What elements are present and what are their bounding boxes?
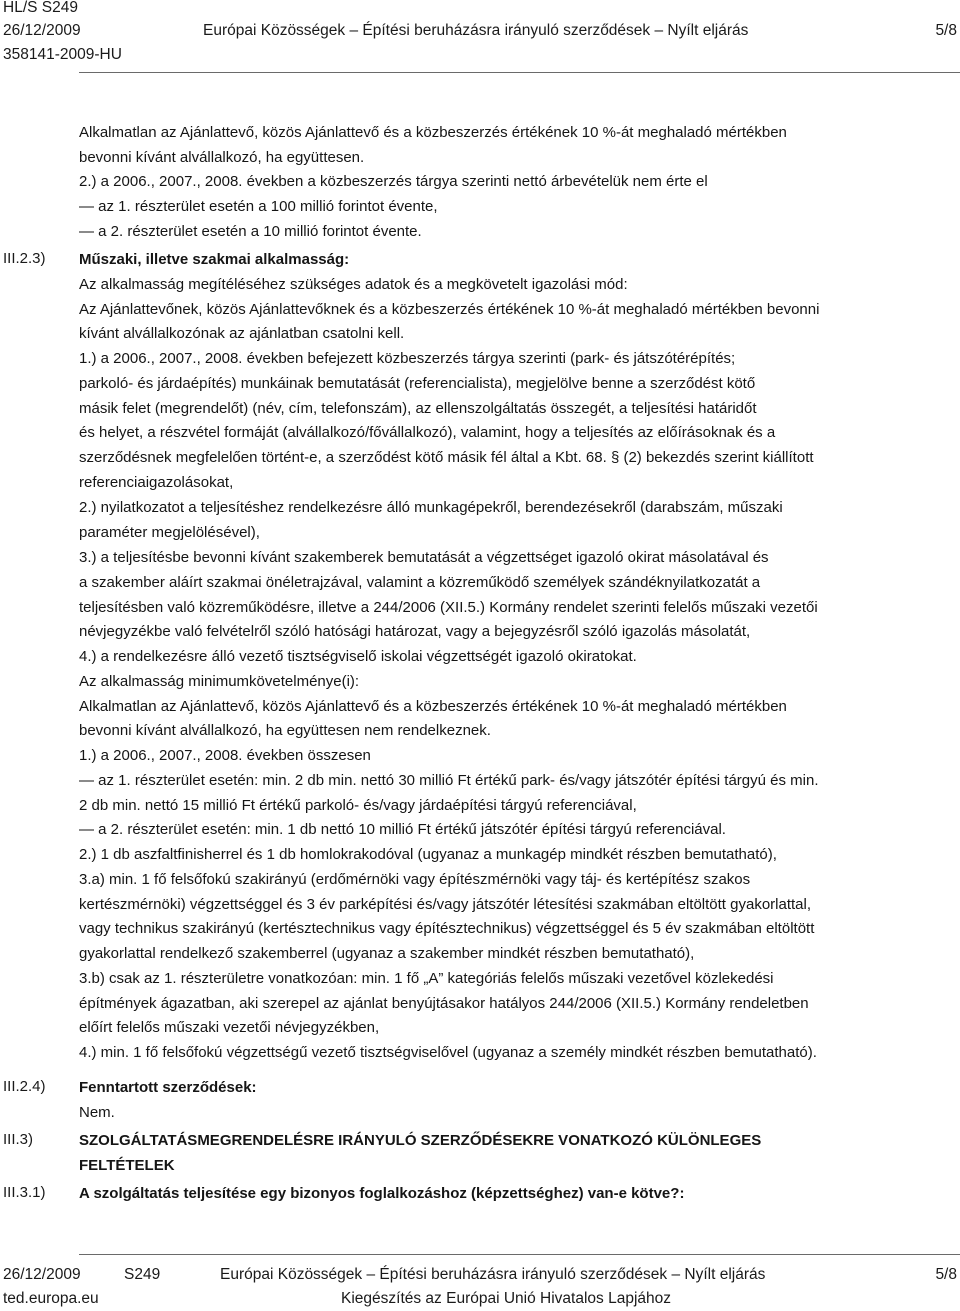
notice-number: 358141-2009-HU [3, 46, 122, 63]
text-line: Nem. [79, 1104, 115, 1121]
section-label-iii-2-4: III.2.4) [3, 1078, 46, 1095]
text-line: 4.) min. 1 fő felsőfokú végzettségű vezető tisztségviselővel (ugyanaz a személy mindkét részben bemutatható). [79, 1044, 817, 1061]
text-line: — a 2. részterület esetén: min. 1 db nettó 10 millió Ft értékű játszótér építési tárgyú referenciával. [79, 821, 726, 838]
text-line: 4.) a rendelkezésre álló vezető tisztségviselő iskolai végzettségét igazoló okiratokat. [79, 648, 637, 665]
text-line: — az 1. részterület esetén a 100 millió forintot évente, [79, 198, 438, 215]
footer-date: 26/12/2009 [3, 1266, 81, 1283]
text-line: referenciaigazolásokat, [79, 474, 234, 491]
text-line: kertészmérnöki) végzettséggel és 3 év parképítési és/vagy játszótér létesítési szakmában eltöltött gyakorlattal, [79, 896, 812, 913]
footer-rule [79, 1254, 960, 1255]
text-line: Az alkalmasság minimumkövetelménye(i): [79, 673, 360, 690]
subheading-service-conditions: SZOLGÁLTATÁSMEGRENDELÉSRE IRÁNYULÓ SZERZŐDÉSEKRE VONATKOZÓ KÜLÖNLEGES [79, 1132, 762, 1149]
text-line: 3.a) min. 1 fő felsőfokú szakirányú (erdőmérnöki vagy építészmérnöki vagy táj- és kertépítész szakos [79, 871, 751, 888]
text-line: 1.) a 2006., 2007., 2008. években összesen [79, 747, 371, 764]
footer-publisher: Kiegészítés az Európai Unió Hivatalos Lapjához [341, 1290, 671, 1307]
text-line: paraméter megjelölésével), [79, 524, 260, 541]
text-line: 3.b) csak az 1. részterületre vonatkozóan: min. 1 fő „A” kategóriás felelős műszaki vezetővel közlekedési [79, 970, 774, 987]
footer-site-link[interactable]: ted.europa.eu [3, 1290, 99, 1307]
text-line: 2.) nyilatkozatot a teljesítéshez rendelkezésre álló munkagépekről, berendezésekről (darabszám, műszaki [79, 499, 783, 516]
text-line: 1.) a 2006., 2007., 2008. években befejezett közbeszerzés tárgya szerinti (park- és játszótérépítés; [79, 350, 736, 367]
text-line: — a 2. részterület esetén a 10 millió forintot évente. [79, 223, 422, 240]
text-line: 3.) a teljesítésbe bevonni kívánt szakemberek bemutatását a végzettséget igazoló okirat másolatával és [79, 549, 769, 566]
text-line: és helyet, a részvétel formáját (alvállalkozó/fővállalkozó), valamint, hogy a teljesítés az előírásoknak és a [79, 424, 776, 441]
header-title: Európai Közösségek – Építési beruházásra irányuló szerződések – Nyílt eljárás [203, 22, 749, 39]
text-line: 2 db min. nettó 15 millió Ft értékű parkoló- és/vagy járdaépítési tárgyú referenciával, [79, 797, 637, 814]
text-line: másik felet (megrendelőt) (név, cím, telefonszám), az ellenszolgáltatás összegét, a teljesítési határidőt [79, 400, 757, 417]
document-id: HL/S S249 [3, 0, 78, 16]
text-line: előírt felelős műszaki vezetői névjegyzékben, [79, 1019, 380, 1036]
text-line: a szakember aláírt szakmai önéletrajzával, valamint a közreműködő személyek szándéknyilatkozatát a [79, 574, 761, 591]
section-label-iii-2-3: III.2.3) [3, 250, 46, 267]
section-label-iii-3-1: III.3.1) [3, 1184, 46, 1201]
text-line: gyakorlattal rendelkező szakemberrel (ugyanaz a szakember mindkét részben bemutatható), [79, 945, 695, 962]
text-line: névjegyzékbe való felvételről szóló hatósági határozat, vagy a bejegyzésről szóló igazolás másolatát, [79, 623, 751, 640]
text-line: bevonni kívánt alvállalkozó, ha együttesen nem rendelkeznek. [79, 722, 491, 739]
footer-issue: S249 [124, 1266, 161, 1283]
header-rule [79, 72, 960, 73]
text-line: szerződésnek megfelelően történt-e, a szerződést kötő másik fél által a Kbt. 68. § (2) bekezdés szerint kiállított [79, 449, 814, 466]
text-line: Alkalmatlan az Ajánlattevő, közös Ajánlattevő és a közbeszerzés értékének 10 %-át meghaladó mértékben [79, 124, 787, 141]
footer-page-number: 5/8 [935, 1266, 957, 1283]
footer-title: Európai Közösségek – Építési beruházásra irányuló szerződések – Nyílt eljárás [220, 1266, 766, 1283]
text-line: 2.) 1 db aszfaltfinisherrel és 1 db homlokrakodóval (ugyanaz a munkagép mindkét részben bemutatható), [79, 846, 777, 863]
text-line: Az Ajánlattevőnek, közös Ajánlattevőknek és a közbeszerzés értékének 10 %-át meghaladó mértékben bevonni [79, 301, 820, 318]
text-line: vagy technikus szakirányú (kertésztechnikus vagy építésztechnikus) végzettséggel és 5 év szakmában eltöltött [79, 920, 815, 937]
text-line: teljesítésben való közreműködésre, illetve a 244/2006 (XII.5.) Kormány rendelet szerinti felelős műszaki vezetői [79, 599, 818, 616]
text-line: parkoló- és járdaépítés) munkáinak bemutatását (referencialista), megjelölve benne a szerződést kötő [79, 375, 756, 392]
subheading-reserved-contracts: Fenntartott szerződések: [79, 1079, 257, 1096]
text-line: építmények ágazatban, aki szerepel az ajánlat benyújtásakor hatályos 244/2006 (XII.5.) Kormány rendeletben [79, 995, 809, 1012]
text-line: Alkalmatlan az Ajánlattevő, közös Ajánlattevő és a közbeszerzés értékének 10 %-át meghaladó mértékben [79, 698, 787, 715]
subheading-profession-question: A szolgáltatás teljesítése egy bizonyos foglalkozáshoz (képzettséghez) van-e kötve?: [79, 1185, 685, 1202]
text-line: 2.) a 2006., 2007., 2008. években a közbeszerzés tárgya szerinti nettó árbevételük nem érte el [79, 173, 708, 190]
text-line: Az alkalmasság megítéléséhez szükséges adatok és a megkövetelt igazolási mód: [79, 276, 628, 293]
header-page-number: 5/8 [935, 22, 957, 39]
text-line: bevonni kívánt alvállalkozó, ha együttesen. [79, 149, 365, 166]
text-line: kívánt alvállalkozónak az ajánlatban csatolni kell. [79, 325, 405, 342]
subheading-technical-capacity: Műszaki, illetve szakmai alkalmasság: [79, 251, 350, 268]
header-date: 26/12/2009 [3, 22, 81, 39]
subheading-service-conditions-cont: FELTÉTELEK [79, 1157, 175, 1174]
section-label-iii-3: III.3) [3, 1131, 34, 1148]
text-line: — az 1. részterület esetén: min. 2 db min. nettó 30 millió Ft értékű park- és/vagy játszótér építési tárgyú és min. [79, 772, 819, 789]
